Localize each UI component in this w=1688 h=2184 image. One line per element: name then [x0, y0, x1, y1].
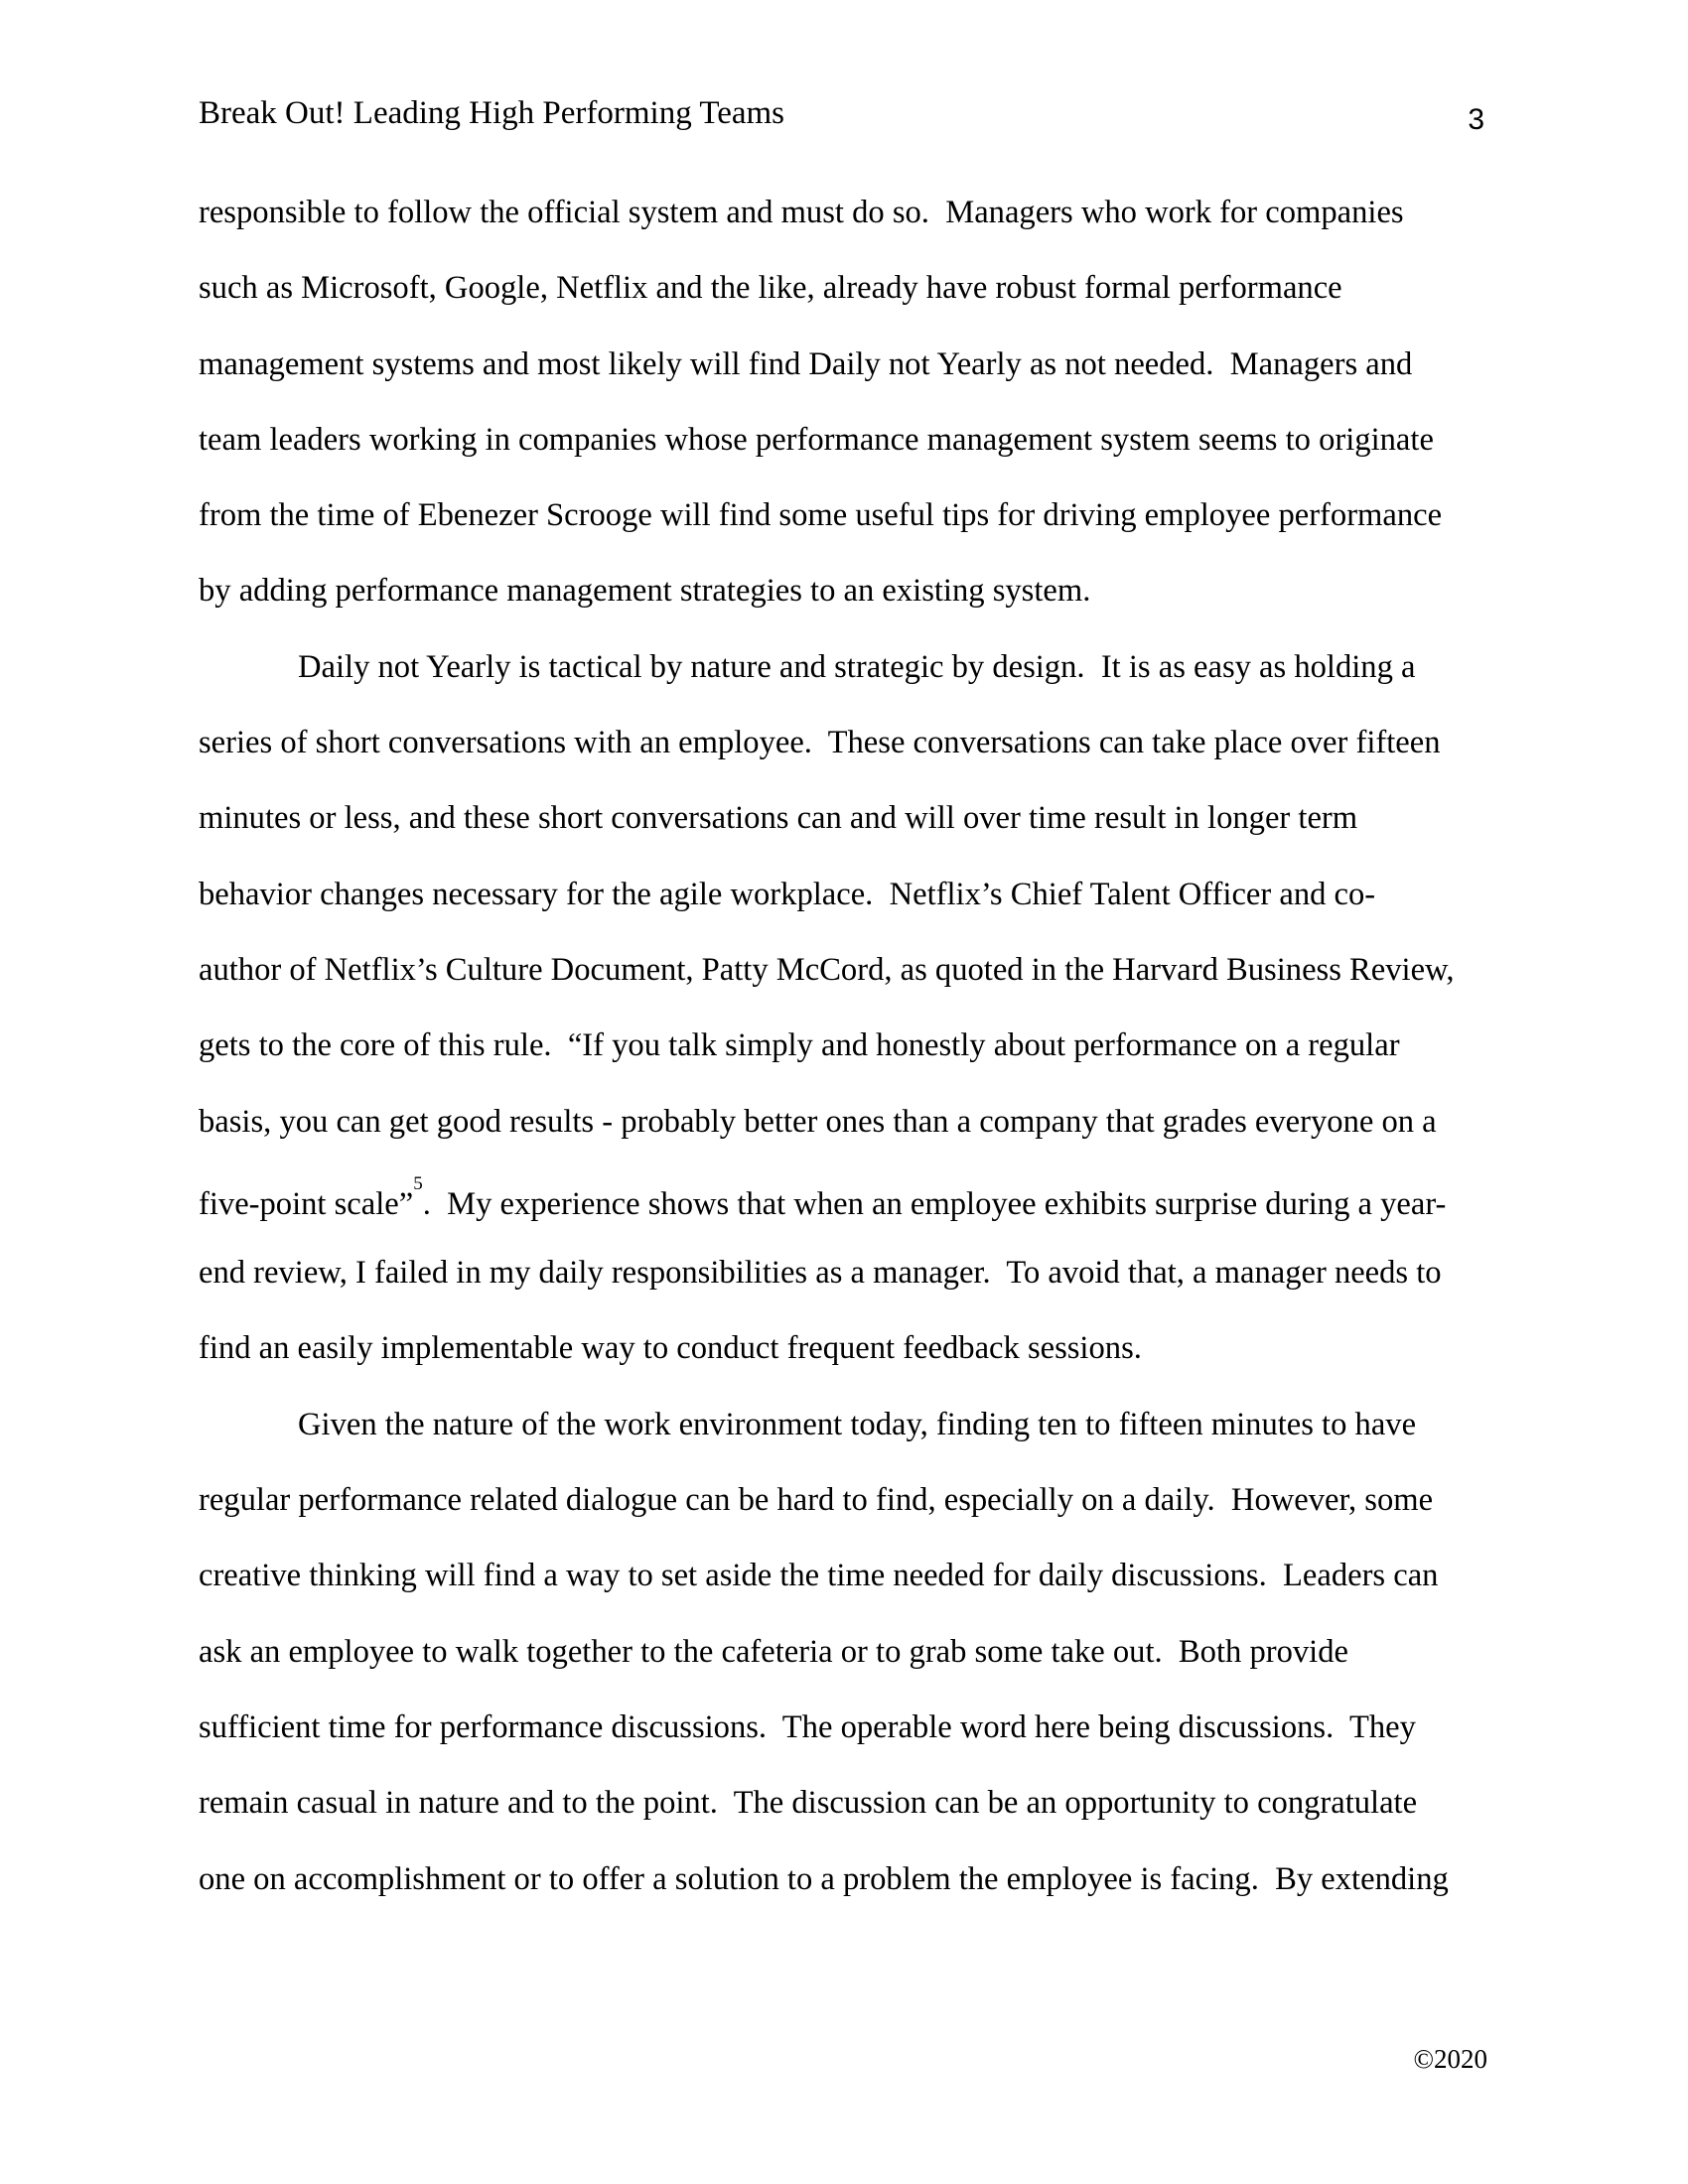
text-line: author of Netflix’s Culture Document, Patty McCord, as quoted in the Harvard Business Review, [199, 951, 1455, 988]
text-segment: five-point scale” [199, 1185, 414, 1222]
text-line: regular performance related dialogue can be hard to find, especially on a daily. However, some [199, 1482, 1434, 1519]
text-line-with-footnote [199, 1172, 1489, 1257]
text-line: creative thinking will find a way to set aside the time needed for daily discussions. Leaders can [199, 1558, 1439, 1594]
text-line: by adding performance management strategies to an existing system. [199, 573, 1091, 610]
body-text [199, 197, 1489, 1939]
footnote-reference[interactable]: 5 [413, 1172, 423, 1194]
text-line: end review, I failed in my daily responsibilities as a manager. To avoid that, a manager needs to [199, 1255, 1442, 1292]
text-line: such as Microsoft, Google, Netflix and the like, already have robust formal performance [199, 270, 1342, 307]
text-segment: . My experience shows that when an employee exhibits surprise during a year- [422, 1185, 1447, 1222]
text-line: gets to the core of this rule. “If you talk simply and honestly about performance on a regular [199, 1027, 1400, 1064]
text-line: minutes or less, and these short conversations can and will over time result in longer term [199, 800, 1358, 837]
text-line: remain casual in nature and to the point. The discussion can be an opportunity to congratulate [199, 1785, 1418, 1822]
text-line: behavior changes necessary for the agile workplace. Netflix’s Chief Talent Officer and co- [199, 876, 1376, 912]
text-line: ask an employee to walk together to the cafeteria or to grab some take out. Both provide [199, 1633, 1348, 1670]
text-line: team leaders working in companies whose performance management system seems to originate [199, 421, 1434, 458]
paragraph-start-line: Given the nature of the work environment today, finding ten to fifteen minutes to have [298, 1406, 1417, 1442]
paragraph-start-line: Daily not Yearly is tactical by nature and strategic by design. It is as easy as holding a [298, 648, 1416, 685]
text-line: sufficient time for performance discussions. The operable word here being discussions. They [199, 1708, 1416, 1745]
text-line: basis, you can get good results - probably better ones than a company that grades everyone on a [199, 1103, 1437, 1140]
text-line: series of short conversations with an employee. These conversations can take place over fifteen [199, 725, 1441, 761]
text-line: management systems and most likely will find Daily not Yearly as not needed. Managers and [199, 345, 1413, 382]
page-number: 3 [1468, 103, 1484, 136]
text-line: find an easily implementable way to conduct frequent feedback sessions. [199, 1330, 1142, 1367]
copyright-notice: ©2020 [1413, 2044, 1487, 2074]
text-line: responsible to follow the official system and must do so. Managers who work for companies [199, 195, 1404, 230]
running-header-title: Break Out! Leading High Performing Teams [199, 95, 785, 131]
text-line: one on accomplishment or to offer a solution to a problem the employee is facing. By extending [199, 1860, 1449, 1897]
text-line: from the time of Ebenezer Scrooge will find some useful tips for driving employee performance [199, 497, 1443, 534]
